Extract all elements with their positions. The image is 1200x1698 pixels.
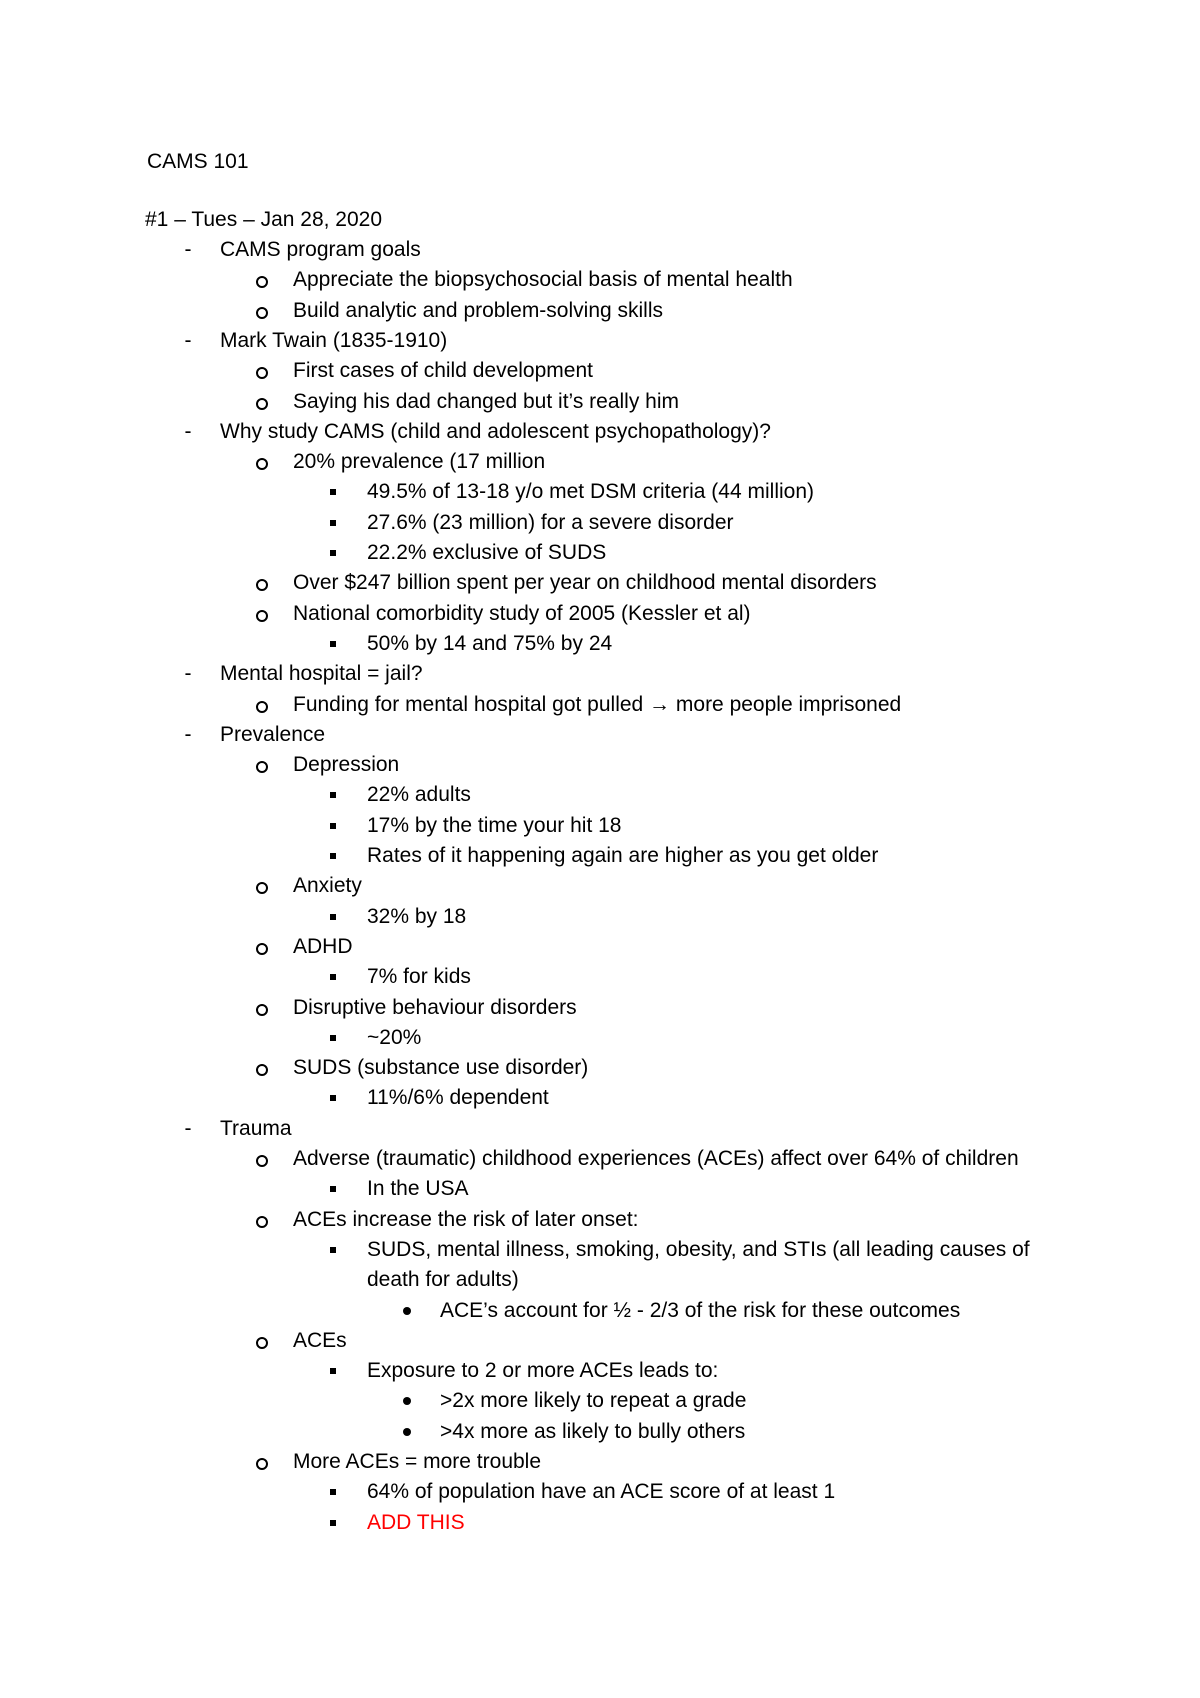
dot-bullet-icon [403,1428,411,1436]
dash-bullet-icon [182,235,194,265]
note-text: Adverse (traumatic) childhood experiences (ACEs) affect over 64% of children [293,1147,1019,1170]
note-text: First cases of child development [293,359,593,383]
circle-bullet-icon [256,579,268,591]
note-text: Over $247 billion spent per year on childhood mental disorders [293,571,877,595]
note-text: Anxiety [293,874,362,898]
note-text: More ACEs = more trouble [293,1450,542,1473]
circle-bullet-icon [256,276,268,288]
square-bullet-icon [330,823,336,829]
square-bullet-icon [330,1186,336,1192]
note-text: 22% adults [367,783,471,807]
note-text: death for adults) [367,1268,519,1292]
square-bullet-icon [330,853,336,859]
note-text: SUDS, mental illness, smoking, obesity, and STIs (all leading causes of [367,1237,1030,1261]
note-text: Saying his dad changed but it’s really him [293,389,680,413]
note-text: 17% by the time your hit 18 [367,813,622,837]
square-bullet-icon [330,1035,336,1041]
square-bullet-icon [330,914,336,920]
note-text: ADHD [293,934,353,958]
circle-bullet-icon [256,701,268,713]
square-bullet-icon [330,641,336,647]
circle-bullet-icon [256,367,268,379]
note-text: 64% of population have an ACE score of at least 1 [367,1480,836,1504]
circle-bullet-icon [256,882,268,894]
dash-bullet-icon [182,720,194,750]
note-text: >2x more likely to repeat a grade [440,1389,747,1413]
note-text: >4x more as likely to bully others [440,1419,746,1443]
circle-bullet-icon [256,1337,268,1349]
note-text: Mental hospital = jail? [220,662,423,686]
note-text: 7% for kids [367,965,471,989]
note-text: Build analytic and problem-solving skills [293,298,664,322]
note-text: ACE’s account for ½ - 2/3 of the risk for these outcomes [440,1298,961,1322]
note-text: Mark Twain (1835-1910) [220,328,448,352]
note-text: In the USA [367,1177,469,1201]
circle-bullet-icon [256,761,268,773]
square-bullet-icon [330,1368,336,1374]
circle-bullet-icon [256,1155,268,1167]
square-bullet-icon [330,1095,336,1101]
note-text: 22.2% exclusive of SUDS [367,541,607,564]
note-text: Trauma [220,1116,292,1140]
circle-bullet-icon [256,1216,268,1228]
circle-bullet-icon [256,398,268,410]
note-text: ACEs [293,1328,347,1352]
note-text: ADD THIS [367,1510,465,1534]
circle-bullet-icon [256,1458,268,1470]
square-bullet-icon [330,792,336,798]
note-text: Rates of it happening again are higher as you get older [367,844,879,867]
circle-bullet-icon [256,1004,268,1016]
square-bullet-icon [330,520,336,526]
note-text: ACEs increase the risk of later onset: [293,1207,639,1231]
square-bullet-icon [330,1520,336,1526]
document-title-text: CAMS 101 [147,150,249,173]
note-text: Prevalence [220,722,326,746]
square-bullet-icon [330,1247,336,1253]
note-text: 27.6% (23 million) for a severe disorder [367,510,734,534]
dot-bullet-icon [403,1397,411,1405]
note-text: 32% by 18 [367,904,467,928]
note-text: 11%/6% dependent [367,1086,549,1110]
note-text: 49.5% of 13-18 y/o met DSM criteria (44 million) [367,480,814,504]
note-text: National comorbidity study of 2005 (Kessler et al) [293,601,751,625]
dot-bullet-icon [403,1307,411,1315]
dash-bullet-icon [182,326,194,356]
note-text: SUDS (substance use disorder) [293,1056,589,1080]
dash-bullet-icon [182,417,194,447]
note-text: Appreciate the biopsychosocial basis of mental health [293,268,793,292]
dash-bullet-icon [182,1114,194,1144]
lecture-heading-text: #1 – Tues – Jan 28, 2020 [145,208,383,231]
circle-bullet-icon [256,1064,268,1076]
square-bullet-icon [330,974,336,980]
circle-bullet-icon [256,943,268,955]
note-text: Exposure to 2 or more ACEs leads to: [367,1359,719,1383]
note-text: 20% prevalence (17 million [293,450,546,474]
circle-bullet-icon [256,610,268,622]
square-bullet-icon [330,550,336,556]
note-text: Funding for mental hospital got pulled → more people imprisoned [293,692,902,716]
note-text: CAMS program goals [220,238,421,261]
note-text: Why study CAMS (child and adolescent psychopathology)? [220,419,771,443]
note-text: Disruptive behaviour disorders [293,995,577,1019]
note-text: ~20% [367,1025,422,1049]
note-text: Depression [293,753,400,777]
note-text: 50% by 14 and 75% by 24 [367,631,613,655]
square-bullet-icon [330,1489,336,1495]
circle-bullet-icon [256,307,268,319]
square-bullet-icon [330,489,336,495]
dash-bullet-icon [182,659,194,689]
circle-bullet-icon [256,458,268,470]
